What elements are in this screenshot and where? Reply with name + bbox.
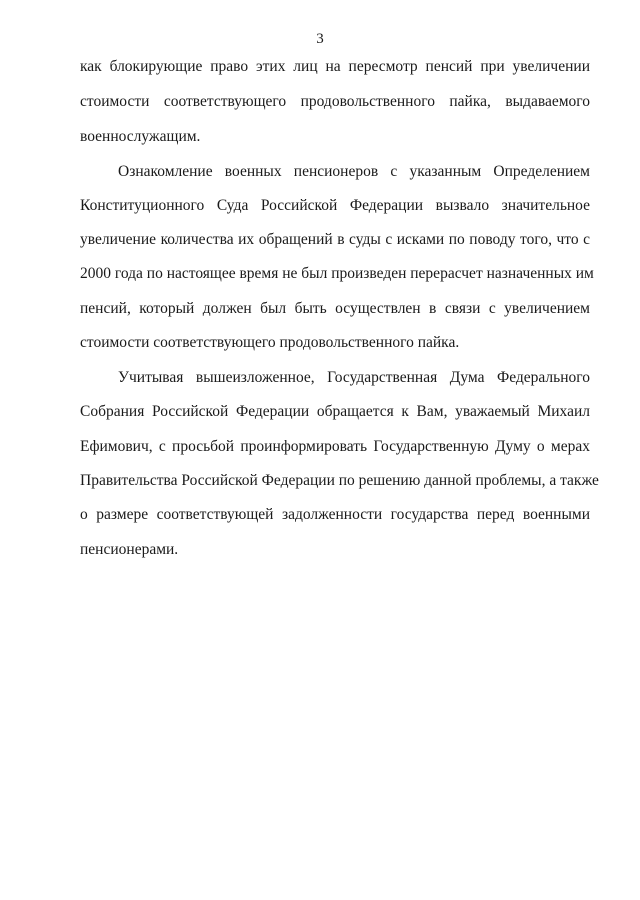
paragraph-1-line-3: военнослужащим.: [80, 128, 201, 145]
paragraph-2-line-2: Конституционного Суда Российской Федерации вызвало значительное: [80, 197, 590, 214]
page-number: 3: [316, 31, 324, 47]
paragraph-1-line-1: как блокирующие право этих лиц на пересмотр пенсий при увеличении: [80, 58, 590, 75]
paragraph-2-line-1: Ознакомление военных пенсионеров с указанным Определением: [118, 163, 590, 180]
paragraph-3-line-4: Правительства Российской Федерации по решению данной проблемы, а также: [80, 472, 599, 489]
paragraph-2-line-5: пенсий, который должен был быть осуществлен в связи с увеличением: [80, 300, 590, 317]
paragraph-2-line-6: стоимости соответствующего продовольственного пайка.: [80, 334, 460, 351]
paragraph-3-line-2: Собрания Российской Федерации обращается к Вам, уважаемый Михаил: [80, 403, 590, 420]
paragraph-1-line-2: стоимости соответствующего продовольственного пайка, выдаваемого: [80, 93, 590, 110]
paragraph-3-line-6: пенсионерами.: [80, 541, 179, 558]
paragraph-2-line-3: увеличение количества их обращений в суды с исками по поводу того, что с: [80, 231, 590, 248]
paragraph-3-line-1: Учитывая вышеизложенное, Государственная Дума Федерального: [118, 369, 590, 386]
paragraph-2-line-4: 2000 года по настоящее время не был произведен перерасчет назначенных им: [80, 265, 594, 282]
paragraph-3-line-5: о размере соответствующей задолженности государства перед военными: [80, 506, 590, 523]
paragraph-3-line-3: Ефимович, с просьбой проинформировать Государственную Думу о мерах: [80, 438, 590, 455]
